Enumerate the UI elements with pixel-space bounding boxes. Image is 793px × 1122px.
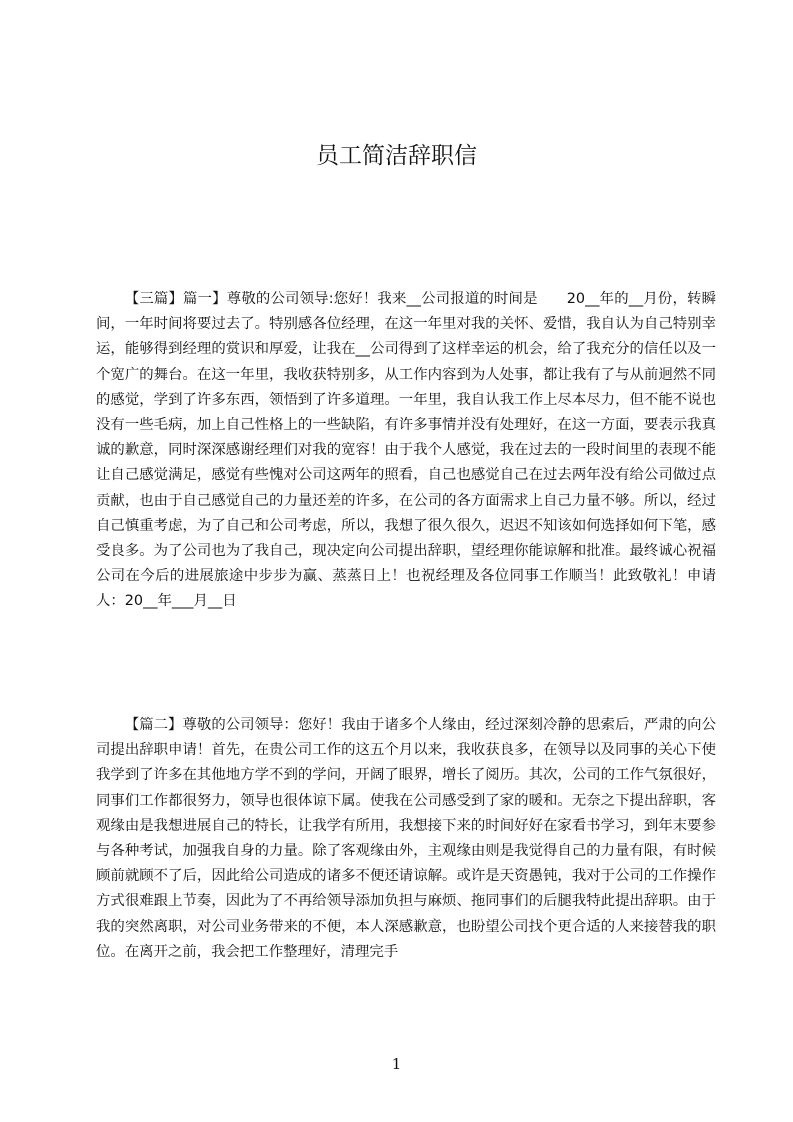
paragraph-1: 【三篇】篇一】尊敬的公司领导:您好！我来__公司报道的时间是 20__年的__月份，转瞬间，一年时间将要过去了。特别感各位经理，在这一年里对我的关怀、爱惜，我自认为自己特别幸运，能够得到经理的赏识和厚爱，让我在__公司得到了这样幸运的机会，给了我充分的信任以及一个宽广的舞台。在这一年里，我收获特别多，从工作内容到为人处事，都让我有了与从前迥然不同的感觉，学到了许多东西，领悟到了许多道理。一年里，我自认我工作上尽本尽力，但不能不说也没有一些毛病，加上自己性格上的一些缺陷，有许多事情并没有处理好，在这一方面，要表示我真诚的歉意，同时深深感谢经理们对我的宽容！由于我个人感觉，我在过去的一段时间里的表现不能让自己感觉满足，感觉有些愧对公司这两年的照看，自己也感觉自己在过去两年没有给公司做过点贡献，也由于自己感觉自己的力量还差的许多，在公司的各方面需求上自己力量不够。所以，经过自己慎重考虑，为了自己和公司考虑，所以，我想了很久很久，迟迟不知该如何选择如何下笔，感受良多。为了公司也为了我自己，现决定向公司提出辞职，望经理你能谅解和批准。最终诚心祝福公司在今后的进展旅途中步步为赢、蒸蒸日上！也祝经理及各位同事工作顺当！此致敬礼！申请人：20__年___月__日	[96, 291, 716, 610]
page-number: 1	[391, 1055, 402, 1073]
paragraph-2: 【篇二】尊敬的公司领导：您好！我由于诸多个人缘由，经过深刻冷静的思索后，严肃的向公司提出辞职申请！首先，在贵公司工作的这五个月以来，我收获良多，在领导以及同事的关心下使我学到了许多在其他地方学不到的学问，开阔了眼界，增长了阅历。其次，公司的工作气氛很好，同事们工作都很努力，领导也很体谅下属。使我在公司感受到了家的暖和。无奈之下提出辞职，客观缘由是我想进展自己的特长，让我学有所用，我想接下来的时间好好在家看书学习，到年末要参与各种考试，加强我自身的力量。除了客观缘由外，主观缘由则是我觉得自己的力量有限，有时候顾前就顾不了后，因此给公司造成的诸多不便还请谅解。或许是天资愚钝，我对于公司的工作操作方式很难跟上节奏，因此为了不再给领导添加负担与麻烦、拖同事们的后腿我特此提出辞职。由于我的突然离职，对公司业务带来的不便，本人深感歉意，也盼望公司找个更合适的人来接替我的职位。在离开之前，我会把工作整理好，清理完手	[96, 717, 716, 960]
document-title: 员工简洁辞职信	[316, 143, 477, 169]
